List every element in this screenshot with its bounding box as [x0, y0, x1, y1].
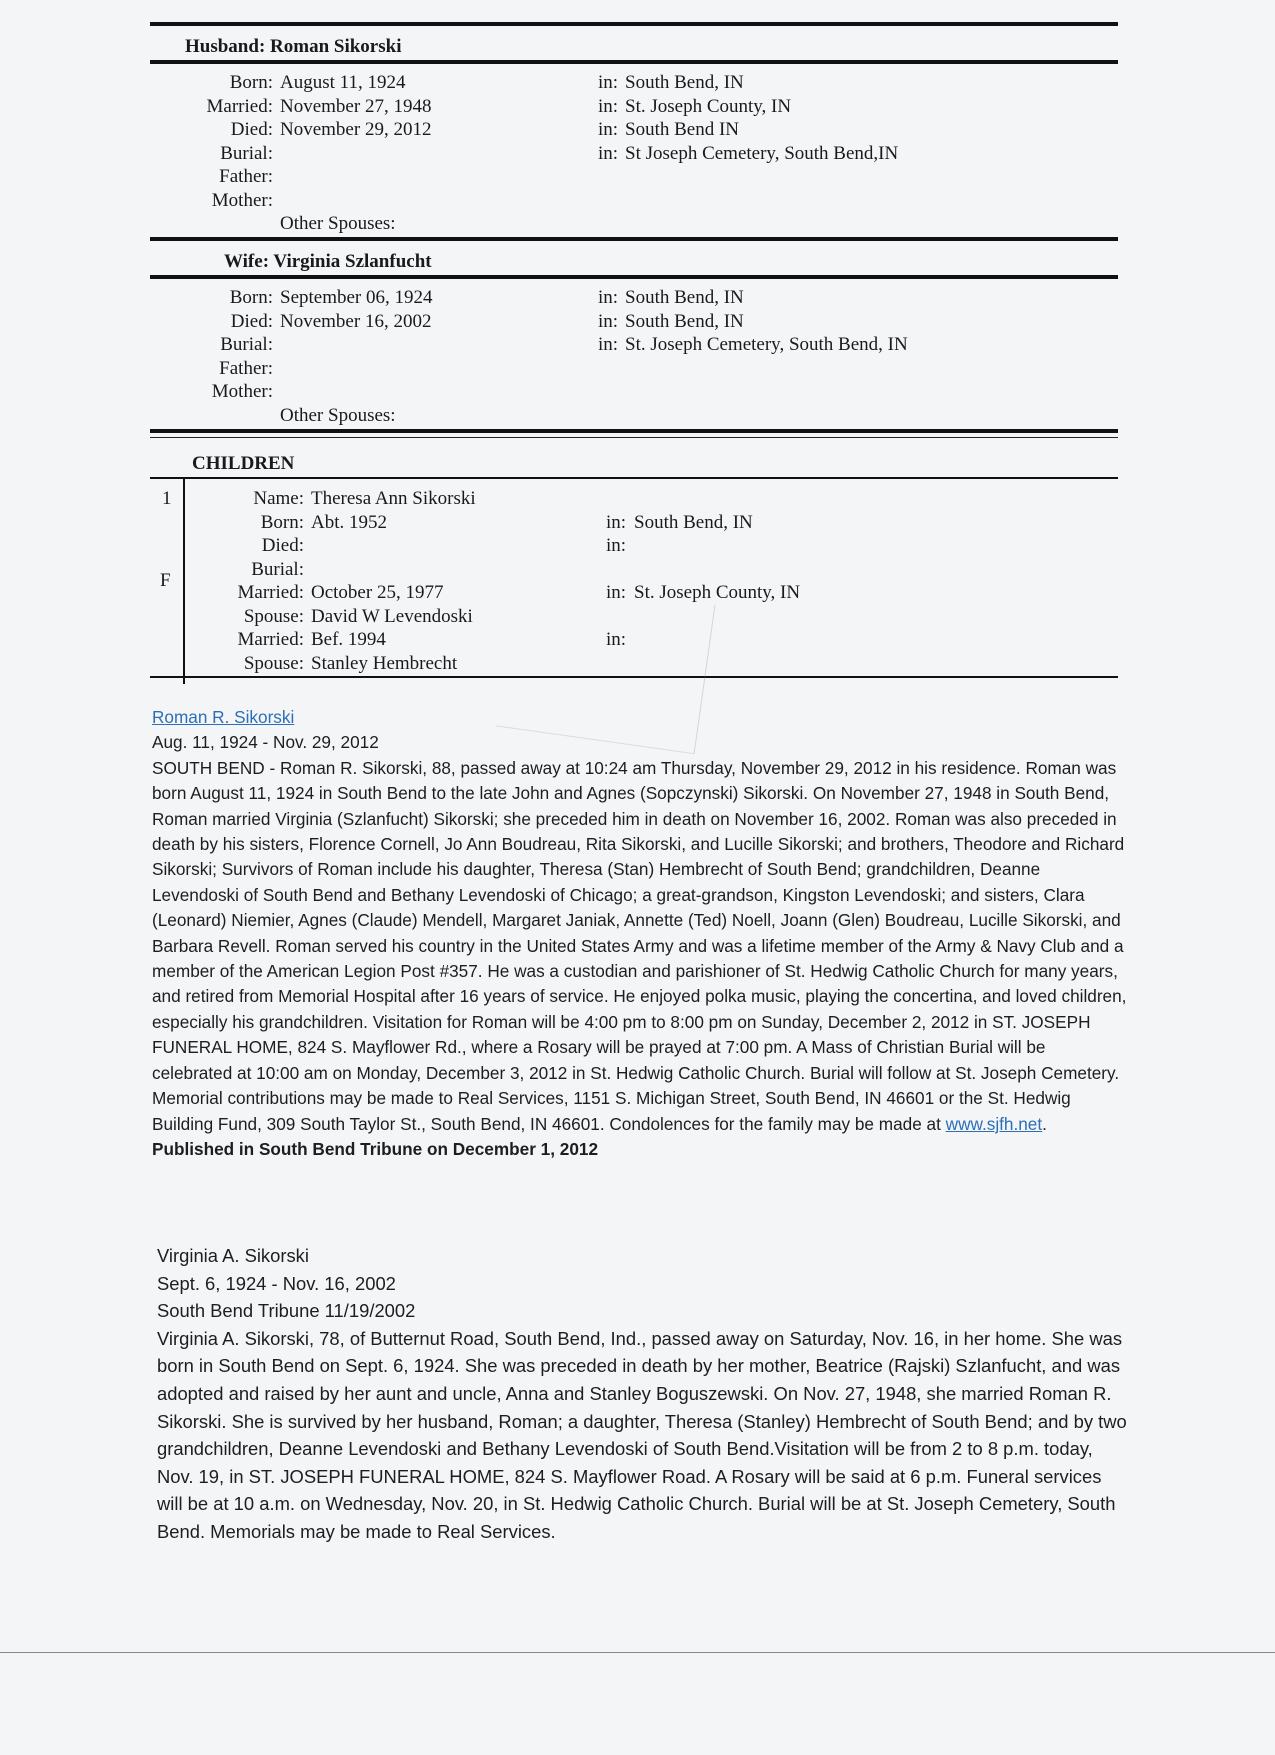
- born-value: September 06, 1924: [280, 287, 433, 308]
- burial-label: Burial:: [220, 334, 273, 355]
- died-place: South Bend IN: [625, 119, 739, 140]
- obituary-virginia: [157, 1242, 1127, 1546]
- born-value: August 11, 1924: [280, 72, 406, 93]
- born-label: Born:: [260, 511, 304, 533]
- children-divider: [183, 478, 185, 684]
- married-label: Married:: [206, 95, 273, 117]
- children-top-rule: [150, 429, 1118, 433]
- obituary-roman-body: SOUTH BEND - Roman R. Sikorski, 88, passed away at 10:24 am Thursday, November 29, 2012 in his residence. Roman was born August 11, 1924 in South Bend to the late John and Agnes (Sopczynski) Sikorski. On November 27, 1948 in South Bend, Roman married Virginia (Szlanfucht) Sikorski; she preceded him in death on November 16, 2002. Roman was also preceded in death by his sisters, Florence Cornell, Jo Ann Boudreau, Rita Sikorski, and Lucille Sikorski; and brothers, Theodore and Richard Sikorski; Survivors of Roman include his daughter, Theresa (Stan) Hembrecht of South Bend; grandchildren, Deanne Levendoski of South Bend and Bethany Levendoski of Chicago; a great-grandson, Kingston Levendoski; and sisters, Clara (Leonard) Niemier, Agnes (Claude) Mendell, Margaret Janiak, Annette (Ted) Noell, Joann (Glen) Boudreau, Lucille Sikorski, and Barbara Revell. Roman served his country in the United States Army and was a lifetime member of the Army & Navy Club and a member of the American Legion Post #357. He was a custodian and parishioner of St. Hedwig Catholic Church for many years, and retired from Memorial Hospital after 16 years of service. He enjoyed polka music, playing the concertina, and loved children, especially his grandchildren. Visitation for Roman will be 4:00 pm to 8:00 pm on Sunday, December 2, 2012 in ST. JOSEPH FUNERAL HOME, 824 S. Mayflower Rd., where a Rosary will be prayed at 7:00 pm. A Mass of Christian Burial will be celebrated at 10:00 am on Monday, December 3, 2012 in St. Hedwig Catholic Church. Burial will follow at St. Joseph Cemetery. Memorial contributions may be made to Real Services, 1151 S. Michigan Street, South Bend, IN 46601 or the St. Hedwig Building Fund, 309 South Taylor St., South Bend, IN 46601. Condolences for the family may be made at: [152, 757, 1127, 1134]
- funeral-home-link[interactable]: www.sjfh.net: [945, 1113, 1043, 1134]
- father-label: Father:: [219, 166, 273, 187]
- obituary-roman-dates: Aug. 11, 1924 - Nov. 29, 2012: [152, 732, 379, 753]
- wife-row-other-spouses: [280, 404, 396, 428]
- husband-header-rule: [150, 60, 1118, 64]
- wife-top-rule: [150, 237, 1118, 241]
- burial-in-label: in:: [598, 334, 619, 355]
- died-label: Died:: [230, 310, 273, 332]
- husband-header: Husband: Roman Sikorski: [185, 36, 402, 57]
- mother-label: Mother:: [211, 189, 273, 211]
- other-spouses-label: Other Spouses:: [280, 213, 396, 234]
- born-in-label: in:: [598, 287, 619, 308]
- born-place: South Bend, IN: [625, 287, 744, 308]
- husband-top-rule: [150, 22, 1118, 26]
- born-in-label: in:: [598, 72, 619, 93]
- born-in-label: in:: [606, 511, 627, 533]
- spouse-value: Stanley Hembrecht: [311, 652, 458, 674]
- children-header-rule: [150, 477, 1118, 479]
- burial-place: St Joseph Cemetery, South Bend,IN: [625, 142, 899, 164]
- father-label: Father:: [219, 357, 273, 379]
- died-label: Died:: [261, 535, 304, 556]
- born-label: Born:: [229, 287, 273, 308]
- died-place: South Bend, IN: [625, 310, 744, 332]
- wife-header: Wife: Virginia Szlanfucht: [224, 251, 432, 272]
- born-place: South Bend, IN: [625, 72, 744, 93]
- married-value: October 25, 1977: [311, 582, 444, 603]
- other-spouses-label: Other Spouses:: [280, 404, 396, 426]
- wife-header-rule: [150, 275, 1118, 279]
- died-value: November 16, 2002: [280, 310, 432, 332]
- married-in-label: in:: [606, 582, 627, 603]
- child-sex: F: [160, 570, 171, 591]
- obituary-virginia-source: South Bend Tribune 11/19/2002: [157, 1300, 416, 1322]
- spouse-value: David W Levendoski: [311, 605, 473, 627]
- married-label: Married:: [237, 629, 304, 650]
- children-top-rule-thin: [150, 437, 1118, 438]
- obituary-roman-text: [152, 756, 1127, 1137]
- married-in-label: in:: [606, 629, 627, 650]
- burial-label: Burial:: [251, 558, 304, 580]
- married-label: Married:: [237, 582, 304, 603]
- children-header: CHILDREN: [192, 453, 295, 474]
- died-in-label: in:: [598, 119, 619, 140]
- spouse-label: Spouse:: [243, 652, 304, 674]
- obituary-roman-link[interactable]: Roman R. Sikorski: [152, 707, 295, 727]
- husband-row-other-spouses: [280, 212, 396, 236]
- name-label: Name:: [253, 488, 304, 509]
- married-value: Bef. 1994: [311, 629, 386, 650]
- page-bottom-edge: [0, 1652, 1275, 1653]
- married-place: St. Joseph County, IN: [634, 582, 801, 603]
- obituary-roman: [152, 705, 1127, 1162]
- died-value: November 29, 2012: [280, 119, 432, 140]
- married-in-label: in:: [598, 95, 619, 117]
- born-place: South Bend, IN: [634, 511, 753, 533]
- url-period: .: [1042, 1113, 1047, 1134]
- obituary-virginia-body: Virginia A. Sikorski, 78, of Butternut Road, South Bend, Ind., passed away on Saturday, Nov. 16, in her home. She was born in South Bend on Sept. 6, 1924. She was preceded in death by her mother, Beatrice (Rajski) Szlanfucht, and was adopted and raised by her aunt and uncle, Anna and Stanley Boguszewski. On Nov. 27, 1948, she married Roman R. Sikorski. She is survived by her husband, Roman; a daughter, Theresa (Stanley) Hembrecht of South Bend; and by two grandchildren, Deanne Levendoski and Bethany Levendoski of South Bend.Visitation will be from 2 to 8 p.m. today, Nov. 19, in ST. JOSEPH FUNERAL HOME, 824 S. Mayflower Road. A Rosary will be said at 6 p.m. Funeral services will be at 10 a.m. on Wednesday, Nov. 20, in St. Hedwig Catholic Church. Burial will be at St. Joseph Cemetery, South Bend. Memorials may be made to Real Services.: [157, 1327, 1127, 1542]
- born-label: Born:: [229, 72, 273, 93]
- died-label: Died:: [230, 119, 273, 140]
- burial-place: St. Joseph Cemetery, South Bend, IN: [625, 334, 908, 355]
- child-number: 1: [162, 488, 172, 509]
- mother-label: Mother:: [211, 381, 273, 402]
- burial-label: Burial:: [220, 142, 273, 164]
- married-place: St. Joseph County, IN: [625, 95, 792, 117]
- born-value: Abt. 1952: [311, 511, 387, 533]
- married-value: November 27, 1948: [280, 95, 432, 117]
- burial-in-label: in:: [598, 142, 619, 164]
- obituary-roman-published: Published in South Bend Tribune on December 1, 2012: [152, 1138, 599, 1159]
- obituary-virginia-name: Virginia A. Sikorski: [157, 1245, 309, 1266]
- died-in-label: in:: [606, 535, 627, 556]
- name-value: Theresa Ann Sikorski: [311, 488, 476, 509]
- spouse-label: Spouse:: [243, 605, 304, 627]
- died-in-label: in:: [598, 310, 619, 332]
- obituary-virginia-dates: Sept. 6, 1924 - Nov. 16, 2002: [157, 1272, 396, 1294]
